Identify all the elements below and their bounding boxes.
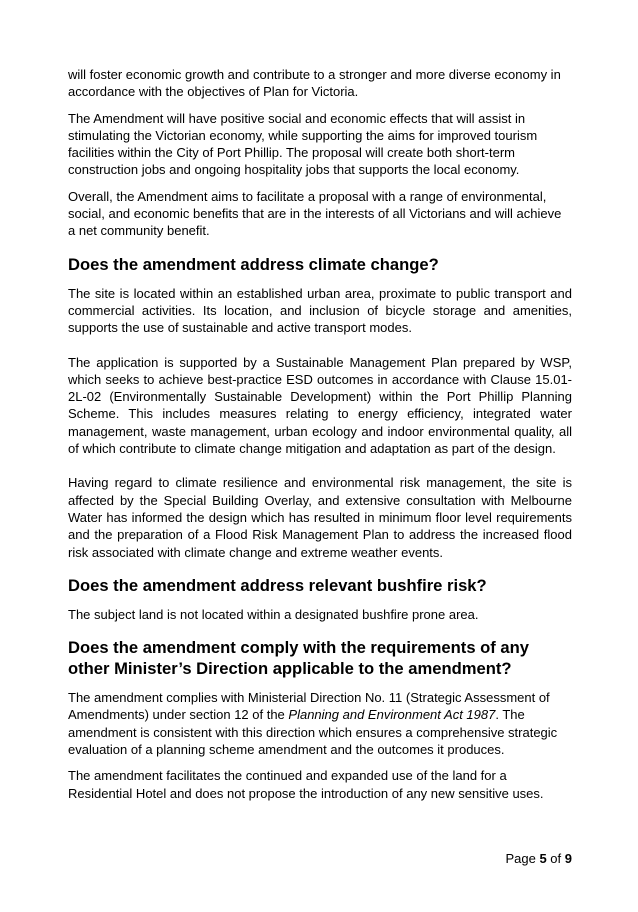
section-heading-climate-change: Does the amendment address climate change? bbox=[68, 254, 439, 274]
paragraph: The subject land is not located within a designated bushfire prone area. bbox=[68, 606, 479, 622]
paragraph: The amendment facilitates the continued and expanded use of the land for a Residential Hotel and does not propose the introduction of any new sensitive uses. bbox=[68, 768, 544, 801]
current-page: 5 bbox=[539, 851, 547, 866]
paragraph: The application is supported by a Sustainable Management Plan prepared by WSP, which seeks to achieve best-practice ESD outcomes in accordance with Clause 15.01-2L-02 (Environmentally Sustainable Development) within the Port Phillip Planning Scheme. This includes measures relating to energy efficiency, integrated water management, waste management, urban ecology and indoor environmental quality, all of which contribute to climate change mitigation and adaptation as part of the design. bbox=[68, 354, 572, 457]
paragraph: Having regard to climate resilience and environmental risk management, the site is affected by the Special Building Overlay, and extensive consultation with Melbourne Water has informed the design which has resulted in minimum floor level requirements and the preparation of a Flood Risk Management Plan to address the increased flood risk associated with climate change and extreme weather events. bbox=[68, 475, 572, 560]
paragraph: The Amendment will have positive social and economic effects that will assist in stimulating the Victorian economy, while supporting the aims for improved tourism facilities within the City of Port Phillip. The proposal will create both short-term construction jobs and ongoing hospitality jobs that supports the local economy. bbox=[68, 110, 538, 178]
total-pages: 9 bbox=[564, 851, 572, 866]
paragraph: Overall, the Amendment aims to facilitate a proposal with a range of environmental, social, and economic benefits that are in the interests of all Victorians and will achieve a net community benefit. bbox=[68, 188, 562, 239]
of-word: of bbox=[550, 851, 562, 866]
page-content bbox=[68, 66, 572, 811]
section-heading-ministers-direction: Does the amendment comply with the requirements of any other Minister’s Direction applicable to the amendment? bbox=[68, 638, 530, 679]
paragraph: will foster economic growth and contribute to a stronger and more diverse economy in accordance with the objectives of Plan for Victoria. bbox=[68, 67, 561, 100]
paragraph bbox=[68, 689, 572, 758]
text-run: . The amendment is consistent with this direction which ensures a comprehensive strategic evaluation of a planning scheme amendment and the outcomes it produces. bbox=[68, 707, 558, 758]
page-word: Page bbox=[505, 851, 536, 866]
act-title: Planning and Environment Act 1987 bbox=[288, 707, 496, 723]
page-number bbox=[505, 851, 572, 866]
paragraph: The site is located within an established urban area, proximate to public transport and commercial activities. Its location, and inclusion of bicycle storage and amenities, supports the use of sustainable and active transport modes. bbox=[68, 285, 572, 336]
text-run: The amendment complies with Ministerial Direction No. 11 (Strategic Assessment of Amendments) under section 12 of the bbox=[68, 690, 550, 723]
section-heading-bushfire-risk: Does the amendment address relevant bushfire risk? bbox=[68, 575, 487, 595]
